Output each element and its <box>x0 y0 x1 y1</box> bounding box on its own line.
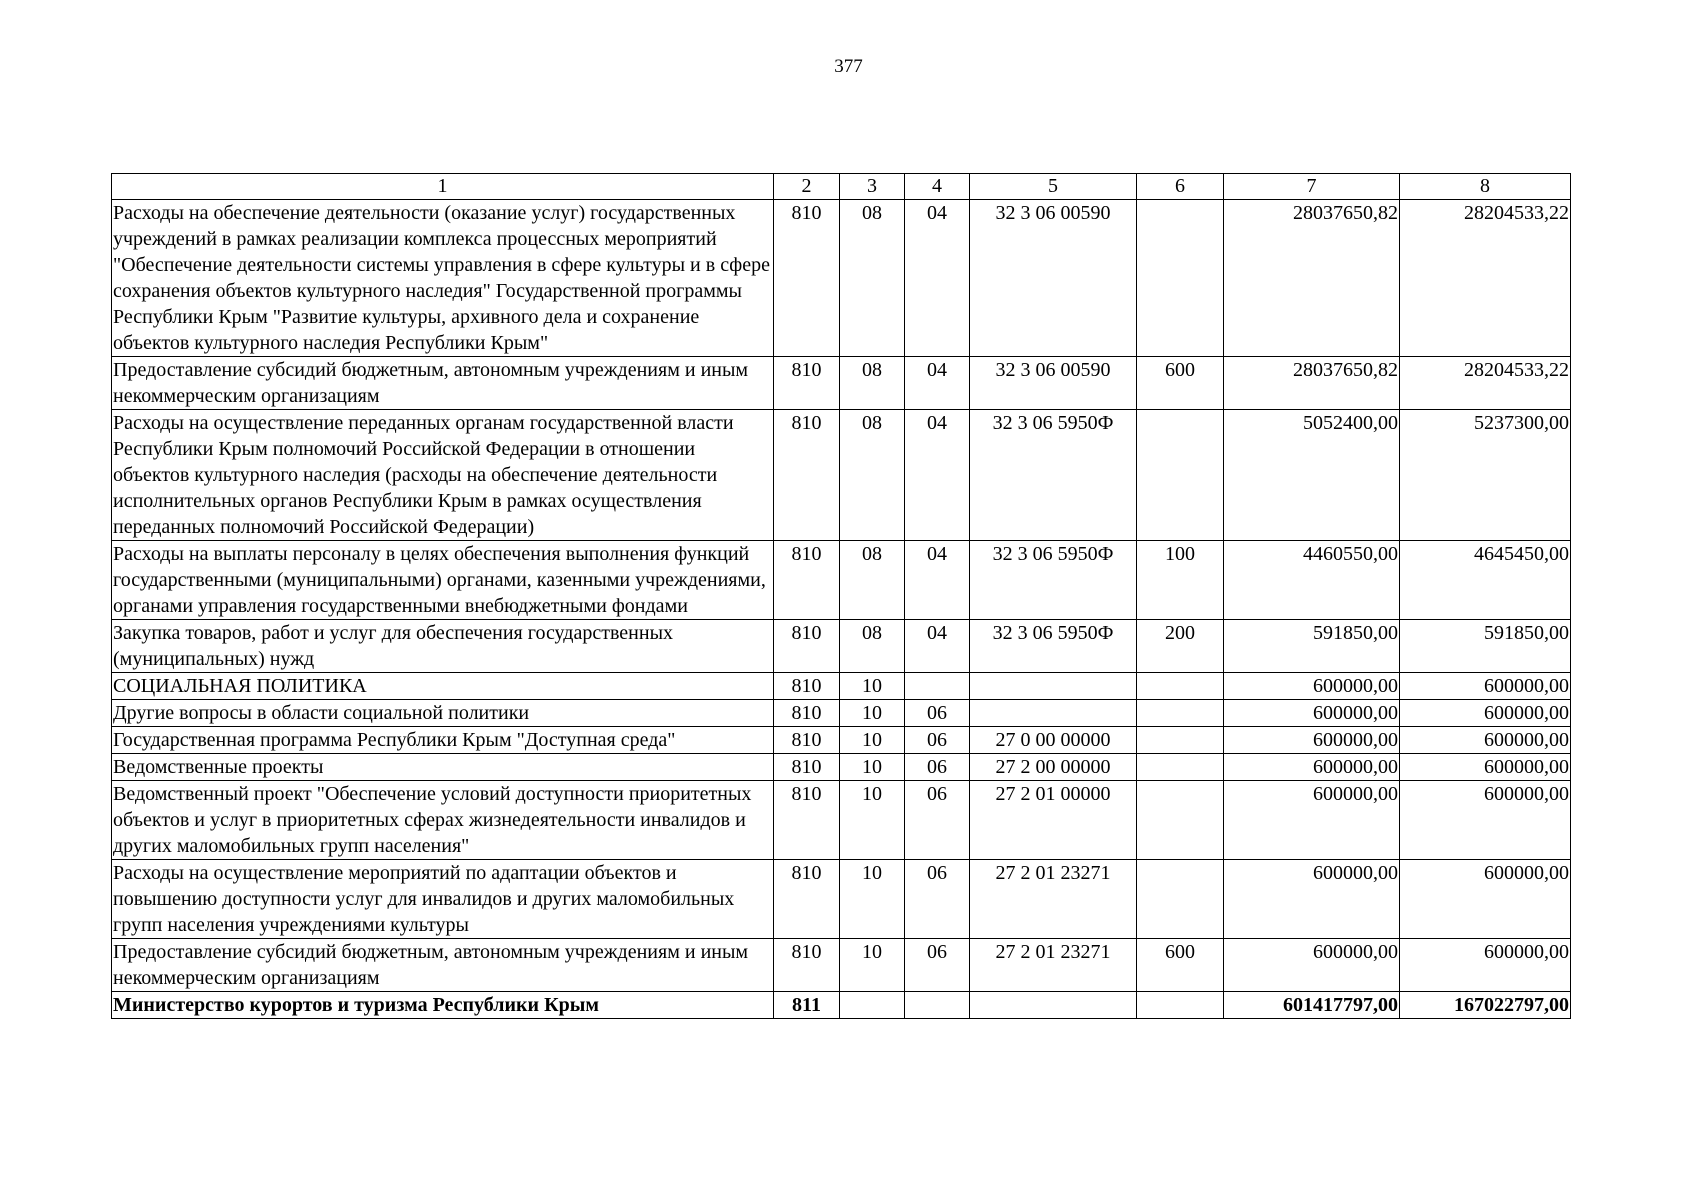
row-description: Расходы на выплаты персоналу в целях обеспечения выполнения функций государственными (муниципальными) органами, казенными учреждениями, органами управления государственными внебюджетными фондами <box>112 541 774 620</box>
header-cell: 4 <box>905 174 970 200</box>
table-row <box>112 727 1571 754</box>
amount-year-2: 600000,00 <box>1400 727 1571 754</box>
table-row <box>112 541 1571 620</box>
amount-year-2: 600000,00 <box>1400 860 1571 939</box>
amount-year-1: 28037650,82 <box>1224 200 1400 357</box>
section-code: 10 <box>840 781 905 860</box>
section-code: 08 <box>840 410 905 541</box>
amount-year-2: 5237300,00 <box>1400 410 1571 541</box>
expense-type-code <box>1137 410 1224 541</box>
amount-year-2: 28204533,22 <box>1400 200 1571 357</box>
expense-type-code: 100 <box>1137 541 1224 620</box>
row-description: Расходы на обеспечение деятельности (оказание услуг) государственных учреждений в рамках реализации комплекса процессных мероприятий "Обеспечение деятельности системы управления в сфере культуры и в сфере сохранения объектов культурного наследия" Государственной программы Республики Крым "Развитие культуры, архивного дела и сохранение объектов культурного наследия Республики Крым" <box>112 200 774 357</box>
subsection-code: 04 <box>905 410 970 541</box>
header-row <box>112 174 1571 200</box>
row-description: Расходы на осуществление переданных органам государственной власти Республики Крым полномочий Российской Федерации в отношении объектов культурного наследия (расходы на обеспечение деятельности исполнительных органов Республики Крым в рамках осуществления переданных полномочий Российской Федерации) <box>112 410 774 541</box>
ministry-code: 810 <box>774 410 840 541</box>
row-description: Министерство курортов и туризма Республики Крым <box>112 992 774 1019</box>
amount-year-2: 4645450,00 <box>1400 541 1571 620</box>
table-row <box>112 673 1571 700</box>
amount-year-1: 600000,00 <box>1224 781 1400 860</box>
subsection-code <box>905 673 970 700</box>
expense-type-code <box>1137 992 1224 1019</box>
subsection-code: 06 <box>905 939 970 992</box>
expense-type-code <box>1137 860 1224 939</box>
subsection-code: 06 <box>905 727 970 754</box>
section-code: 10 <box>840 727 905 754</box>
expense-type-code <box>1137 781 1224 860</box>
total-row <box>112 992 1571 1019</box>
amount-year-2: 600000,00 <box>1400 754 1571 781</box>
table-row <box>112 860 1571 939</box>
ministry-code: 810 <box>774 673 840 700</box>
subsection-code: 04 <box>905 357 970 410</box>
row-description: Ведомственный проект "Обеспечение условий доступности приоритетных объектов и услуг в приоритетных сферах жизнедеятельности инвалидов и других маломобильных групп населения" <box>112 781 774 860</box>
row-description: Ведомственные проекты <box>112 754 774 781</box>
amount-year-1: 28037650,82 <box>1224 357 1400 410</box>
header-cell: 1 <box>112 174 774 200</box>
header-cell: 3 <box>840 174 905 200</box>
target-article-code <box>970 700 1137 727</box>
table-row <box>112 200 1571 357</box>
ministry-code: 811 <box>774 992 840 1019</box>
section-code: 10 <box>840 673 905 700</box>
ministry-code: 810 <box>774 781 840 860</box>
amount-year-2: 167022797,00 <box>1400 992 1571 1019</box>
ministry-code: 810 <box>774 727 840 754</box>
target-article-code: 32 3 06 5950Ф <box>970 541 1137 620</box>
target-article-code: 27 2 01 23271 <box>970 939 1137 992</box>
ministry-code: 810 <box>774 541 840 620</box>
target-article-code: 32 3 06 00590 <box>970 357 1137 410</box>
amount-year-2: 600000,00 <box>1400 700 1571 727</box>
amount-year-1: 600000,00 <box>1224 754 1400 781</box>
amount-year-1: 600000,00 <box>1224 727 1400 754</box>
row-description: Закупка товаров, работ и услуг для обеспечения государственных (муниципальных) нужд <box>112 620 774 673</box>
table-row <box>112 357 1571 410</box>
subsection-code: 06 <box>905 781 970 860</box>
table-row <box>112 620 1571 673</box>
ministry-code: 810 <box>774 700 840 727</box>
subsection-code: 06 <box>905 754 970 781</box>
section-code: 10 <box>840 860 905 939</box>
section-code: 08 <box>840 541 905 620</box>
target-article-code: 32 3 06 5950Ф <box>970 410 1137 541</box>
amount-year-1: 5052400,00 <box>1224 410 1400 541</box>
amount-year-2: 28204533,22 <box>1400 357 1571 410</box>
amount-year-1: 600000,00 <box>1224 860 1400 939</box>
subsection-code: 04 <box>905 200 970 357</box>
target-article-code: 27 2 01 00000 <box>970 781 1137 860</box>
table-row <box>112 410 1571 541</box>
subsection-code <box>905 992 970 1019</box>
header-cell: 5 <box>970 174 1137 200</box>
amount-year-2: 591850,00 <box>1400 620 1571 673</box>
target-article-code <box>970 992 1137 1019</box>
target-article-code: 32 3 06 5950Ф <box>970 620 1137 673</box>
expense-type-code <box>1137 727 1224 754</box>
amount-year-1: 600000,00 <box>1224 939 1400 992</box>
header-cell: 6 <box>1137 174 1224 200</box>
expense-type-code <box>1137 700 1224 727</box>
target-article-code: 27 2 00 00000 <box>970 754 1137 781</box>
ministry-code: 810 <box>774 620 840 673</box>
expense-type-code: 600 <box>1137 357 1224 410</box>
page-number: 377 <box>834 56 863 77</box>
table-row <box>112 754 1571 781</box>
row-description: Государственная программа Республики Крым "Доступная среда" <box>112 727 774 754</box>
section-code: 10 <box>840 700 905 727</box>
section-code: 08 <box>840 200 905 357</box>
header-cell: 7 <box>1224 174 1400 200</box>
target-article-code <box>970 673 1137 700</box>
expense-type-code: 200 <box>1137 620 1224 673</box>
ministry-code: 810 <box>774 939 840 992</box>
expense-type-code <box>1137 673 1224 700</box>
section-code: 08 <box>840 357 905 410</box>
amount-year-1: 600000,00 <box>1224 700 1400 727</box>
table-row <box>112 781 1571 860</box>
section-code: 08 <box>840 620 905 673</box>
row-description: Предоставление субсидий бюджетным, автономным учреждениям и иным некоммерческим организациям <box>112 357 774 410</box>
table-row <box>112 700 1571 727</box>
section-code <box>840 992 905 1019</box>
table-row <box>112 939 1571 992</box>
expense-type-code <box>1137 200 1224 357</box>
expense-type-code <box>1137 754 1224 781</box>
target-article-code: 27 2 01 23271 <box>970 860 1137 939</box>
amount-year-1: 591850,00 <box>1224 620 1400 673</box>
ministry-code: 810 <box>774 357 840 410</box>
subsection-code: 04 <box>905 541 970 620</box>
ministry-code: 810 <box>774 754 840 781</box>
row-description: Предоставление субсидий бюджетным, автономным учреждениям и иным некоммерческим организациям <box>112 939 774 992</box>
subsection-code: 06 <box>905 700 970 727</box>
ministry-code: 810 <box>774 200 840 357</box>
header-cell: 8 <box>1400 174 1571 200</box>
amount-year-2: 600000,00 <box>1400 781 1571 860</box>
section-code: 10 <box>840 939 905 992</box>
subsection-code: 04 <box>905 620 970 673</box>
amount-year-2: 600000,00 <box>1400 939 1571 992</box>
row-description: Расходы на осуществление мероприятий по адаптации объектов и повышению доступности услуг для инвалидов и других маломобильных групп населения учреждениями культуры <box>112 860 774 939</box>
expense-type-code: 600 <box>1137 939 1224 992</box>
row-description: Другие вопросы в области социальной политики <box>112 700 774 727</box>
target-article-code: 27 0 00 00000 <box>970 727 1137 754</box>
amount-year-1: 600000,00 <box>1224 673 1400 700</box>
amount-year-1: 4460550,00 <box>1224 541 1400 620</box>
target-article-code: 32 3 06 00590 <box>970 200 1137 357</box>
budget-table <box>111 173 1571 1019</box>
ministry-code: 810 <box>774 860 840 939</box>
subsection-code: 06 <box>905 860 970 939</box>
header-cell: 2 <box>774 174 840 200</box>
row-description: СОЦИАЛЬНАЯ ПОЛИТИКА <box>112 673 774 700</box>
amount-year-2: 600000,00 <box>1400 673 1571 700</box>
section-code: 10 <box>840 754 905 781</box>
amount-year-1: 601417797,00 <box>1224 992 1400 1019</box>
